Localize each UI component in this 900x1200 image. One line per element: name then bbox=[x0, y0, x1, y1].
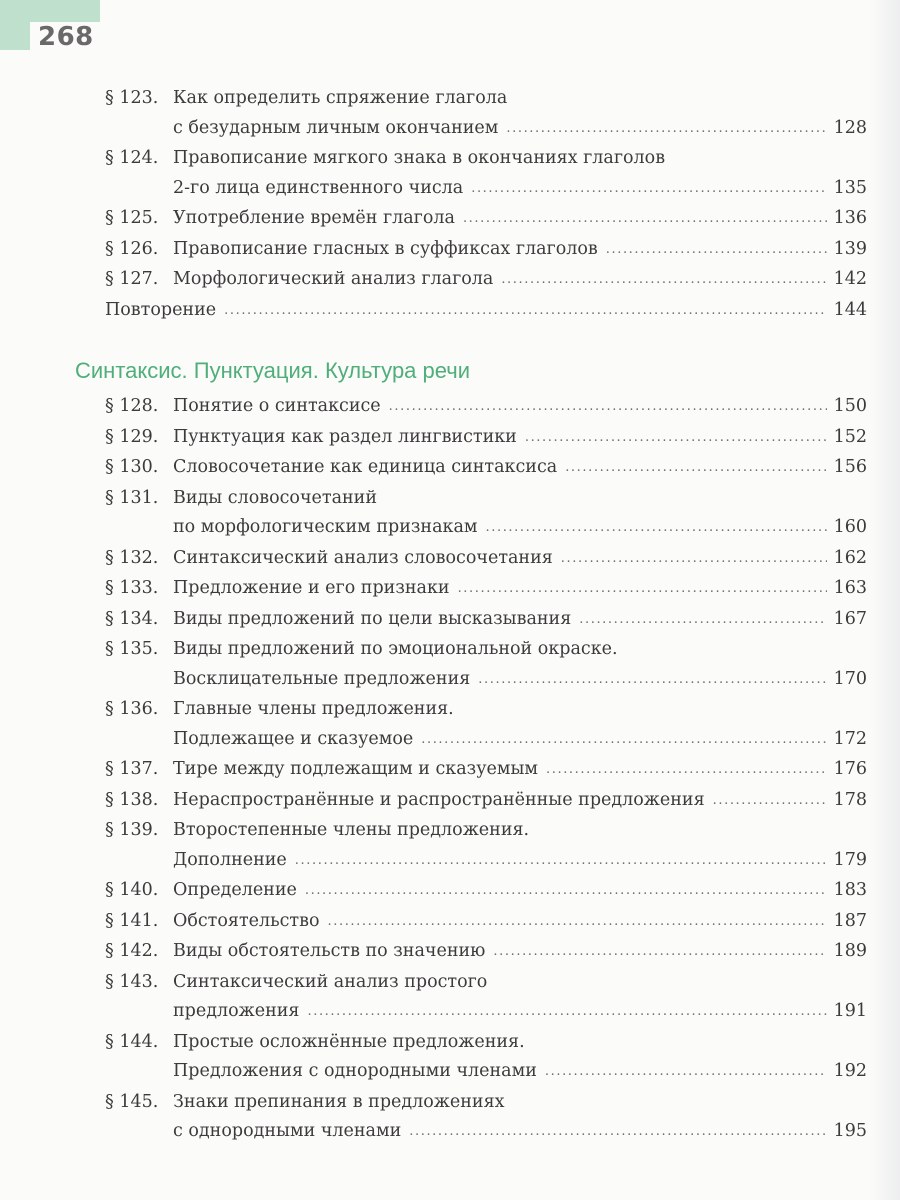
entry-title: Дополнение bbox=[173, 849, 287, 870]
page-ref: 162 bbox=[833, 547, 867, 568]
entry-title: Повторение bbox=[105, 299, 217, 320]
toc-entry-line bbox=[105, 755, 867, 786]
toc-entry-line bbox=[105, 816, 867, 846]
dot-leader bbox=[561, 544, 827, 574]
section-number: § 127. bbox=[105, 269, 159, 289]
section-number: § 132. bbox=[105, 547, 159, 568]
entry-title: Пунктуация как раздел лингвистики bbox=[173, 426, 517, 447]
toc-entry[interactable] bbox=[105, 296, 867, 327]
section-number: § 128. bbox=[105, 396, 159, 416]
toc-group-morphology bbox=[105, 84, 867, 326]
section-number: § 137. bbox=[105, 759, 159, 779]
page-edge-shadow bbox=[870, 0, 900, 1200]
page-number: 268 bbox=[38, 22, 94, 52]
toc-entry[interactable] bbox=[105, 786, 867, 817]
page-ref: 144 bbox=[833, 299, 867, 320]
page-ref: 139 bbox=[833, 238, 867, 259]
dot-leader bbox=[506, 114, 827, 144]
toc-entry-line bbox=[105, 968, 867, 998]
entry-title: Виды словосочетаний bbox=[173, 487, 378, 508]
toc-entry[interactable] bbox=[105, 605, 867, 636]
dot-leader bbox=[486, 513, 828, 543]
toc-entry-line bbox=[105, 997, 867, 1028]
page-ref: 160 bbox=[833, 517, 867, 537]
entry-title: Словосочетание как единица синтаксиса bbox=[173, 457, 558, 477]
dot-leader bbox=[471, 174, 827, 204]
toc-entry[interactable] bbox=[105, 635, 867, 695]
entry-title: Синтаксический анализ простого bbox=[173, 971, 488, 992]
toc-entry-line bbox=[105, 513, 867, 544]
section-number: § 144. bbox=[105, 1031, 159, 1052]
entry-title: Определение bbox=[173, 880, 297, 900]
toc-entry-line bbox=[105, 84, 867, 114]
entry-title: Виды обстоятельств по значению bbox=[173, 941, 486, 961]
section-number: § 143. bbox=[105, 971, 159, 992]
section-number: § 124. bbox=[105, 148, 159, 168]
entry-title: Простые осложнённые предложения. bbox=[173, 1031, 525, 1052]
entry-title: Нераспространённые и распространённые предложения bbox=[173, 789, 705, 810]
section-number: § 145. bbox=[105, 1091, 159, 1112]
toc-entry-line bbox=[105, 144, 867, 174]
section-number: § 129. bbox=[105, 426, 159, 447]
dot-leader bbox=[328, 907, 828, 937]
toc-entry[interactable] bbox=[105, 84, 867, 144]
toc-entry-line bbox=[105, 204, 867, 235]
dot-leader bbox=[501, 265, 827, 295]
page-ref: 195 bbox=[833, 1121, 867, 1141]
toc-entry[interactable] bbox=[105, 876, 867, 907]
entry-title: с однородными членами bbox=[173, 1121, 402, 1141]
entry-title: Виды предложений по эмоциональной окраске. bbox=[173, 639, 618, 659]
toc-entry-line bbox=[105, 1028, 867, 1058]
toc-group-syntax bbox=[105, 392, 867, 1148]
toc-entry-line bbox=[105, 453, 867, 484]
toc-entry[interactable] bbox=[105, 204, 867, 235]
section-number: § 138. bbox=[105, 789, 159, 810]
page-ref: 150 bbox=[833, 396, 867, 416]
table-of-contents bbox=[75, 84, 867, 1148]
toc-entry-line bbox=[105, 665, 867, 696]
entry-title: предложения bbox=[173, 1001, 300, 1021]
entry-title: Предложения с однородными членами bbox=[173, 1061, 537, 1081]
section-number: § 126. bbox=[105, 238, 159, 259]
toc-entry[interactable] bbox=[105, 235, 867, 266]
dot-leader bbox=[389, 392, 827, 422]
toc-entry-line bbox=[105, 1088, 867, 1118]
toc-entry-line bbox=[105, 846, 867, 877]
toc-entry-line bbox=[105, 605, 867, 636]
dot-leader bbox=[478, 665, 827, 695]
entry-title: Восклицательные предложения bbox=[173, 668, 471, 689]
dot-leader bbox=[295, 846, 827, 876]
section-number: § 140. bbox=[105, 880, 159, 900]
toc-entry-line bbox=[105, 574, 867, 605]
section-number: § 123. bbox=[105, 88, 159, 108]
dot-leader bbox=[409, 1117, 827, 1147]
dot-leader bbox=[565, 453, 827, 483]
toc-entry-line bbox=[105, 265, 867, 296]
entry-title: Понятие о синтаксисе bbox=[173, 396, 381, 416]
page-ref: 187 bbox=[833, 910, 867, 931]
dot-leader bbox=[525, 423, 827, 453]
section-number: § 139. bbox=[105, 820, 159, 840]
toc-entry-line bbox=[105, 695, 867, 725]
entry-title: Употребление времён глагола bbox=[173, 208, 455, 228]
toc-entry-line bbox=[105, 174, 867, 205]
entry-title: Как определить спряжение глагола bbox=[173, 88, 508, 108]
dot-leader bbox=[579, 605, 827, 635]
page-ref: 167 bbox=[833, 608, 867, 629]
page-ref: 183 bbox=[833, 880, 867, 900]
toc-entry[interactable] bbox=[105, 484, 867, 544]
entry-title: Знаки препинания в предложениях bbox=[173, 1091, 505, 1112]
toc-entry[interactable] bbox=[105, 695, 867, 755]
entry-title: Правописание гласных в суффиксах глаголов bbox=[173, 238, 598, 259]
dot-leader bbox=[606, 235, 827, 265]
dot-leader bbox=[713, 786, 827, 816]
dot-leader bbox=[546, 755, 827, 785]
page-ref: 136 bbox=[833, 208, 867, 228]
page-ref: 128 bbox=[833, 117, 867, 138]
entry-title: Виды предложений по цели высказывания bbox=[173, 608, 572, 629]
dot-leader bbox=[545, 1057, 827, 1087]
page-ref: 176 bbox=[833, 759, 867, 779]
toc-entry-line bbox=[105, 786, 867, 817]
section-number: § 141. bbox=[105, 910, 159, 931]
entry-title: Предложение и его признаки bbox=[173, 578, 450, 598]
page-ref: 191 bbox=[833, 1001, 867, 1021]
toc-entry-line bbox=[105, 235, 867, 266]
toc-entry-line bbox=[105, 114, 867, 145]
toc-entry[interactable] bbox=[105, 968, 867, 1028]
page-ref: 170 bbox=[833, 668, 867, 689]
dot-leader bbox=[421, 725, 827, 755]
entry-title: Синтаксический анализ словосочетания bbox=[173, 547, 553, 568]
page-ref: 179 bbox=[833, 849, 867, 870]
toc-entry[interactable] bbox=[105, 755, 867, 786]
entry-title: Главные члены предложения. bbox=[173, 699, 454, 719]
page-ref: 192 bbox=[833, 1061, 867, 1081]
dot-leader bbox=[305, 876, 827, 906]
toc-entry[interactable] bbox=[105, 392, 867, 423]
toc-entry-line bbox=[105, 544, 867, 575]
page-corner-tab-side bbox=[0, 0, 30, 50]
toc-entry[interactable] bbox=[105, 144, 867, 204]
toc-entry[interactable] bbox=[105, 453, 867, 484]
entry-title: Морфологический анализ глагола bbox=[173, 269, 494, 289]
toc-entry[interactable] bbox=[105, 1088, 867, 1148]
toc-entry[interactable] bbox=[105, 423, 867, 454]
section-number: § 133. bbox=[105, 578, 159, 598]
section-number: § 130. bbox=[105, 457, 159, 477]
toc-entry[interactable] bbox=[105, 544, 867, 575]
toc-entry-line bbox=[105, 937, 867, 968]
section-number: § 142. bbox=[105, 941, 159, 961]
entry-title: Правописание мягкого знака в окончаниях глаголов bbox=[173, 148, 666, 168]
toc-entry-line bbox=[105, 1117, 867, 1148]
toc-entry-line bbox=[105, 484, 867, 514]
toc-entry-line bbox=[105, 392, 867, 423]
toc-entry[interactable] bbox=[105, 1028, 867, 1088]
toc-entry-line bbox=[105, 1057, 867, 1088]
toc-entry-line bbox=[105, 296, 867, 327]
page-ref: 178 bbox=[833, 789, 867, 810]
section-number: § 135. bbox=[105, 639, 159, 659]
toc-entry-line bbox=[105, 907, 867, 938]
toc-entry[interactable] bbox=[105, 937, 867, 968]
dot-leader bbox=[463, 204, 827, 234]
toc-entry[interactable] bbox=[105, 265, 867, 296]
dot-leader bbox=[458, 574, 827, 604]
toc-entry-line bbox=[105, 635, 867, 665]
dot-leader bbox=[493, 937, 827, 967]
entry-title: с безударным личным окончанием bbox=[173, 117, 499, 138]
entry-title: 2-го лица единственного числа bbox=[173, 177, 464, 198]
page-ref: 189 bbox=[833, 941, 867, 961]
entry-title: Обстоятельство bbox=[173, 910, 320, 931]
entry-title: Второстепенные члены предложения. bbox=[173, 820, 530, 840]
entry-title: Подлежащее и сказуемое bbox=[173, 728, 414, 749]
toc-entry-line bbox=[105, 725, 867, 756]
page-ref: 163 bbox=[833, 578, 867, 598]
page-ref: 156 bbox=[833, 457, 867, 477]
section-number: § 134. bbox=[105, 608, 159, 629]
dot-leader bbox=[307, 997, 827, 1027]
toc-entry[interactable] bbox=[105, 907, 867, 938]
page-ref: 142 bbox=[833, 269, 867, 289]
toc-entry[interactable] bbox=[105, 816, 867, 876]
section-heading: Синтаксис. Пунктуация. Культура речи bbox=[75, 358, 471, 383]
section-number: § 125. bbox=[105, 208, 159, 228]
entry-title: Тире между подлежащим и сказуемым bbox=[173, 759, 538, 779]
page-ref: 152 bbox=[833, 426, 867, 447]
toc-entry-line bbox=[105, 423, 867, 454]
dot-leader bbox=[224, 296, 827, 326]
page-ref: 172 bbox=[833, 728, 867, 749]
toc-entry-line bbox=[105, 876, 867, 907]
section-number: § 131. bbox=[105, 487, 159, 508]
entry-title: по морфологическим признакам bbox=[173, 517, 478, 537]
page-ref: 135 bbox=[833, 177, 867, 198]
section-number: § 136. bbox=[105, 699, 159, 719]
toc-entry[interactable] bbox=[105, 574, 867, 605]
